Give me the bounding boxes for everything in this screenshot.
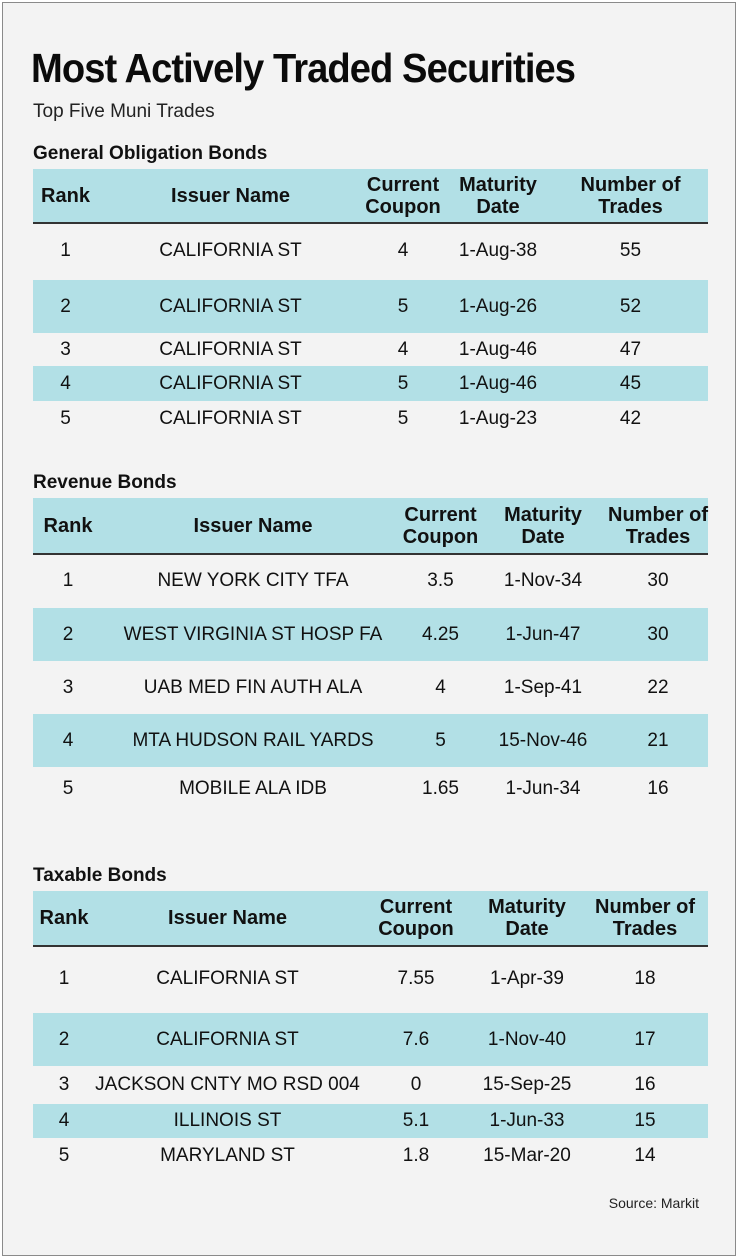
cell-maturity-date: 1-Aug-23	[458, 407, 538, 429]
table-row	[33, 553, 708, 608]
cell-issuer-name: CALIFORNIA ST	[156, 968, 299, 989]
cell-issuer-name: MOBILE ALA IDB	[179, 777, 327, 799]
column-header-rank: Rank	[41, 184, 90, 207]
table-row	[33, 401, 708, 436]
cell-number-of-trades: 45	[619, 372, 642, 394]
table-row	[33, 280, 708, 333]
cell-issuer-name: CALIFORNIA ST	[156, 1028, 299, 1050]
cell-number-of-trades: 16	[634, 1074, 656, 1095]
column-header-maturity-date: Maturity Date	[504, 503, 582, 548]
cell-number-of-trades: 21	[647, 729, 669, 751]
cell-number-of-trades: 22	[647, 676, 669, 698]
column-header-number-of-trades: Number of Trades	[608, 503, 708, 548]
cell-maturity-date: 1-Nov-34	[503, 569, 583, 591]
cell-rank: 3	[62, 676, 74, 698]
cell-number-of-trades: 30	[647, 623, 669, 645]
cell-rank: 5	[58, 1145, 70, 1166]
column-header-number-of-trades: Number of Trades	[595, 896, 695, 940]
page-subtitle: Top Five Muni Trades	[33, 101, 215, 122]
cell-rank: 1	[58, 968, 70, 989]
table-row	[33, 1066, 708, 1104]
cell-rank: 4	[60, 372, 71, 394]
cell-issuer-name: CALIFORNIA ST	[159, 240, 302, 261]
cell-issuer-name: MTA HUDSON RAIL YARDS	[132, 729, 374, 751]
table-row	[33, 661, 708, 714]
cell-rank: 2	[58, 1028, 70, 1050]
cell-maturity-date: 1-Aug-46	[458, 338, 538, 360]
cell-rank: 3	[58, 1074, 70, 1095]
cell-maturity-date: 1-Jun-47	[505, 623, 581, 645]
table-row	[33, 767, 708, 810]
table-header-row	[33, 169, 708, 224]
cell-maturity-date: 1-Nov-40	[487, 1028, 567, 1050]
cell-rank: 4	[58, 1110, 70, 1131]
cell-maturity-date: 15-Sep-25	[482, 1074, 572, 1095]
cell-current-coupon: 7.6	[402, 1028, 430, 1050]
cell-current-coupon: 5	[435, 729, 446, 751]
cell-rank: 5	[60, 407, 71, 429]
cell-current-coupon: 5	[397, 295, 409, 317]
cell-number-of-trades: 14	[634, 1145, 656, 1166]
section-title-taxable: Taxable Bonds	[33, 865, 167, 886]
cell-current-coupon: 4	[397, 240, 409, 261]
table-row	[33, 608, 708, 661]
cell-current-coupon: 7.55	[397, 968, 435, 989]
cell-current-coupon: 0	[410, 1074, 422, 1095]
cell-maturity-date: 1-Apr-39	[490, 968, 564, 989]
cell-maturity-date: 1-Aug-38	[458, 240, 538, 261]
cell-current-coupon: 3.5	[427, 569, 454, 591]
cell-maturity-date: 1-Sep-41	[503, 676, 583, 698]
table-header-row	[33, 498, 708, 555]
panel	[2, 2, 736, 1256]
cell-number-of-trades: 52	[619, 295, 642, 317]
column-header-current-coupon: Current Coupon	[365, 173, 441, 218]
cell-issuer-name: CALIFORNIA ST	[159, 407, 302, 429]
cell-issuer-name: CALIFORNIA ST	[159, 295, 302, 317]
table-row	[33, 366, 708, 401]
cell-rank: 2	[62, 623, 74, 645]
cell-number-of-trades: 30	[647, 569, 669, 591]
column-header-maturity-date: Maturity Date	[488, 896, 566, 940]
cell-current-coupon: 1.8	[402, 1145, 430, 1166]
section-title-revenue: Revenue Bonds	[33, 472, 177, 493]
column-header-maturity-date: Maturity Date	[459, 173, 537, 218]
column-header-issuer-name: Issuer Name	[193, 514, 313, 537]
column-header-current-coupon: Current Coupon	[402, 503, 479, 548]
table-row	[33, 1104, 708, 1138]
table-header-row	[33, 891, 708, 947]
table-row	[33, 1138, 708, 1174]
cell-maturity-date: 1-Aug-26	[458, 295, 538, 317]
cell-current-coupon: 5.1	[402, 1110, 430, 1131]
cell-maturity-date: 1-Aug-46	[458, 372, 538, 394]
cell-number-of-trades: 55	[619, 240, 642, 261]
cell-maturity-date: 1-Jun-33	[489, 1110, 565, 1131]
cell-current-coupon: 4	[435, 676, 446, 698]
cell-rank: 1	[60, 240, 71, 261]
cell-issuer-name: WEST VIRGINIA ST HOSP FA	[123, 623, 383, 645]
cell-number-of-trades: 15	[634, 1110, 656, 1131]
cell-current-coupon: 4.25	[422, 623, 459, 645]
cell-maturity-date: 15-Mar-20	[483, 1145, 571, 1166]
cell-issuer-name: NEW YORK CITY TFA	[157, 569, 349, 591]
cell-number-of-trades: 47	[619, 338, 642, 360]
cell-rank: 2	[60, 295, 71, 317]
cell-issuer-name: CALIFORNIA ST	[159, 372, 302, 394]
cell-current-coupon: 5	[397, 372, 409, 394]
cell-maturity-date: 15-Nov-46	[498, 729, 588, 751]
table-row	[33, 945, 708, 1013]
table-row	[33, 333, 708, 366]
cell-issuer-name: UAB MED FIN AUTH ALA	[143, 676, 363, 698]
column-header-issuer-name: Issuer Name	[168, 907, 287, 929]
cell-number-of-trades: 18	[634, 968, 656, 989]
cell-maturity-date: 1-Jun-34	[505, 777, 581, 799]
section-title-general-obligation: General Obligation Bonds	[33, 143, 268, 164]
cell-number-of-trades: 17	[634, 1028, 656, 1050]
source-note: Source: Markit	[608, 1195, 699, 1211]
cell-current-coupon: 4	[397, 338, 409, 360]
cell-number-of-trades: 42	[619, 407, 642, 429]
cell-rank: 1	[62, 569, 74, 591]
column-header-rank: Rank	[43, 514, 93, 537]
column-header-current-coupon: Current Coupon	[378, 896, 454, 940]
cell-issuer-name: MARYLAND ST	[160, 1145, 295, 1166]
column-header-number-of-trades: Number of Trades	[580, 173, 681, 218]
cell-rank: 4	[62, 729, 74, 751]
cell-issuer-name: JACKSON CNTY MO RSD 004	[95, 1074, 360, 1095]
cell-current-coupon: 1.65	[422, 777, 459, 799]
cell-number-of-trades: 16	[647, 777, 669, 799]
cell-issuer-name: ILLINOIS ST	[173, 1110, 282, 1131]
column-header-rank: Rank	[39, 907, 89, 929]
cell-issuer-name: CALIFORNIA ST	[159, 338, 302, 360]
table-row	[33, 1013, 708, 1066]
column-header-issuer-name: Issuer Name	[171, 184, 290, 207]
cell-current-coupon: 5	[397, 407, 409, 429]
page-title: Most Actively Traded Securities	[31, 45, 576, 91]
cell-rank: 5	[62, 777, 74, 799]
table-row	[33, 222, 708, 280]
cell-rank: 3	[60, 338, 71, 360]
table-row	[33, 714, 708, 767]
